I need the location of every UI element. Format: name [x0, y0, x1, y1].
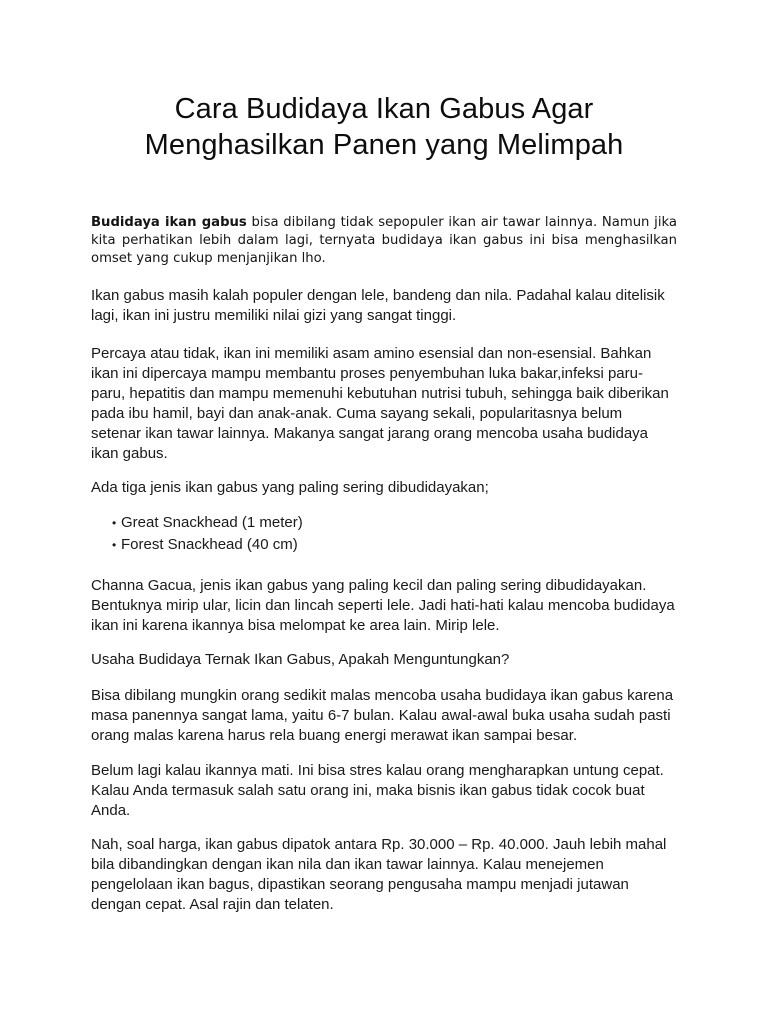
paragraph — [91, 286, 677, 326]
paragraph-line: Bentuknya mirip ular, licin dan lincah seperti lele. Jadi hati-hati kalau mencoba budidaya — [91, 597, 675, 614]
title-line: Menghasilkan Panen yang Melimpah — [144, 129, 624, 161]
paragraph-line: lagi, ikan ini justru memiliki nilai gizi yang sangat tinggi. — [91, 307, 457, 324]
paragraph-line: Nah, soal harga, ikan gabus dipatok antara Rp. 30.000 – Rp. 40.000. Jauh lebih mahal — [91, 836, 667, 853]
paragraph-line: pengelolaan ikan bagus, dipastikan seorang pengusaha mampu menjadi jutawan — [91, 876, 629, 893]
paragraph-line: ikan ini dipercaya mampu membantu proses penyembuhan luka bakar,infeksi paru- — [91, 365, 643, 382]
paragraph-line: Kalau Anda termasuk salah satu orang ini, maka bisnis ikan gabus tidak cocok buat — [91, 782, 645, 799]
paragraph-line: Channa Gacua, jenis ikan gabus yang paling kecil dan paling sering dibudidayakan. — [91, 577, 647, 594]
paragraph — [91, 686, 677, 746]
list-item — [91, 512, 677, 534]
paragraph-line: pada ibu hamil, bayi dan anak-anak. Cuma sayang sekali, popularitasnya belum — [91, 405, 623, 422]
paragraph-line: Ada tiga jenis ikan gabus yang paling sering dibudidayakan; — [91, 479, 489, 496]
list-item-text: Forest Snackhead (40 cm) — [121, 536, 298, 553]
paragraph-line: Usaha Budidaya Ternak Ikan Gabus, Apakah Menguntungkan? — [91, 651, 510, 668]
paragraph-line: dengan cepat. Asal rajin dan telaten. — [91, 896, 334, 913]
paragraph-line: Percaya atau tidak, ikan ini memiliki asam amino esensial dan non-esensial. Bahkan — [91, 345, 652, 362]
intro-bold-phrase: Budidaya ikan gabus — [91, 215, 247, 230]
bullet-icon — [112, 534, 116, 556]
intro-text: bisa dibilang tidak sepopuler ikan air tawar lainnya. Namun jika kita perhatikan lebih dalam lagi, ternyata budidaya ikan gabus ini bisa menghasilkan omset yang cukup menjanjikan lho. — [91, 215, 677, 266]
paragraph-line: paru, hepatitis dan mampu memenuhi kebutuhan nutrisi tubuh, sehingga baik diberikan — [91, 385, 669, 402]
paragraph — [91, 761, 677, 821]
paragraph-line: ikan ini karena ikannya bisa melompat ke area lain. Mirip lele. — [91, 617, 500, 634]
section-heading — [91, 650, 677, 670]
paragraph-line: Anda. — [91, 802, 131, 819]
document-title — [91, 91, 677, 163]
intro-paragraph — [91, 214, 677, 268]
paragraph-line: masa panennya sangat lama, yaitu 6-7 bulan. Kalau awal-awal buka usaha sudah pasti — [91, 707, 671, 724]
bullet-icon — [112, 512, 116, 534]
paragraph — [91, 478, 677, 498]
list-item — [91, 534, 677, 556]
paragraph-line: Ikan gabus masih kalah populer dengan lele, bandeng dan nila. Padahal kalau ditelisik — [91, 287, 665, 304]
paragraph-line: Belum lagi kalau ikannya mati. Ini bisa stres kalau orang mengharapkan untung cepat. — [91, 762, 664, 779]
paragraph — [91, 835, 677, 915]
paragraph-line: bila dibandingkan dengan ikan nila dan ikan tawar lainnya. Kalau menejemen — [91, 856, 604, 873]
paragraph — [91, 576, 677, 636]
fish-type-list — [91, 512, 677, 556]
paragraph-line: ikan gabus. — [91, 445, 168, 462]
paragraph — [91, 344, 677, 464]
paragraph-line: orang malas karena harus rela buang energi merawat ikan sampai besar. — [91, 727, 578, 744]
list-item-text: Great Snackhead (1 meter) — [121, 514, 303, 531]
title-line: Cara Budidaya Ikan Gabus Agar — [174, 93, 594, 125]
paragraph-line: Bisa dibilang mungkin orang sedikit malas mencoba usaha budidaya ikan gabus karena — [91, 687, 674, 704]
paragraph-line: setenar ikan tawar lainnya. Makanya sangat jarang orang mencoba usaha budidaya — [91, 425, 649, 442]
